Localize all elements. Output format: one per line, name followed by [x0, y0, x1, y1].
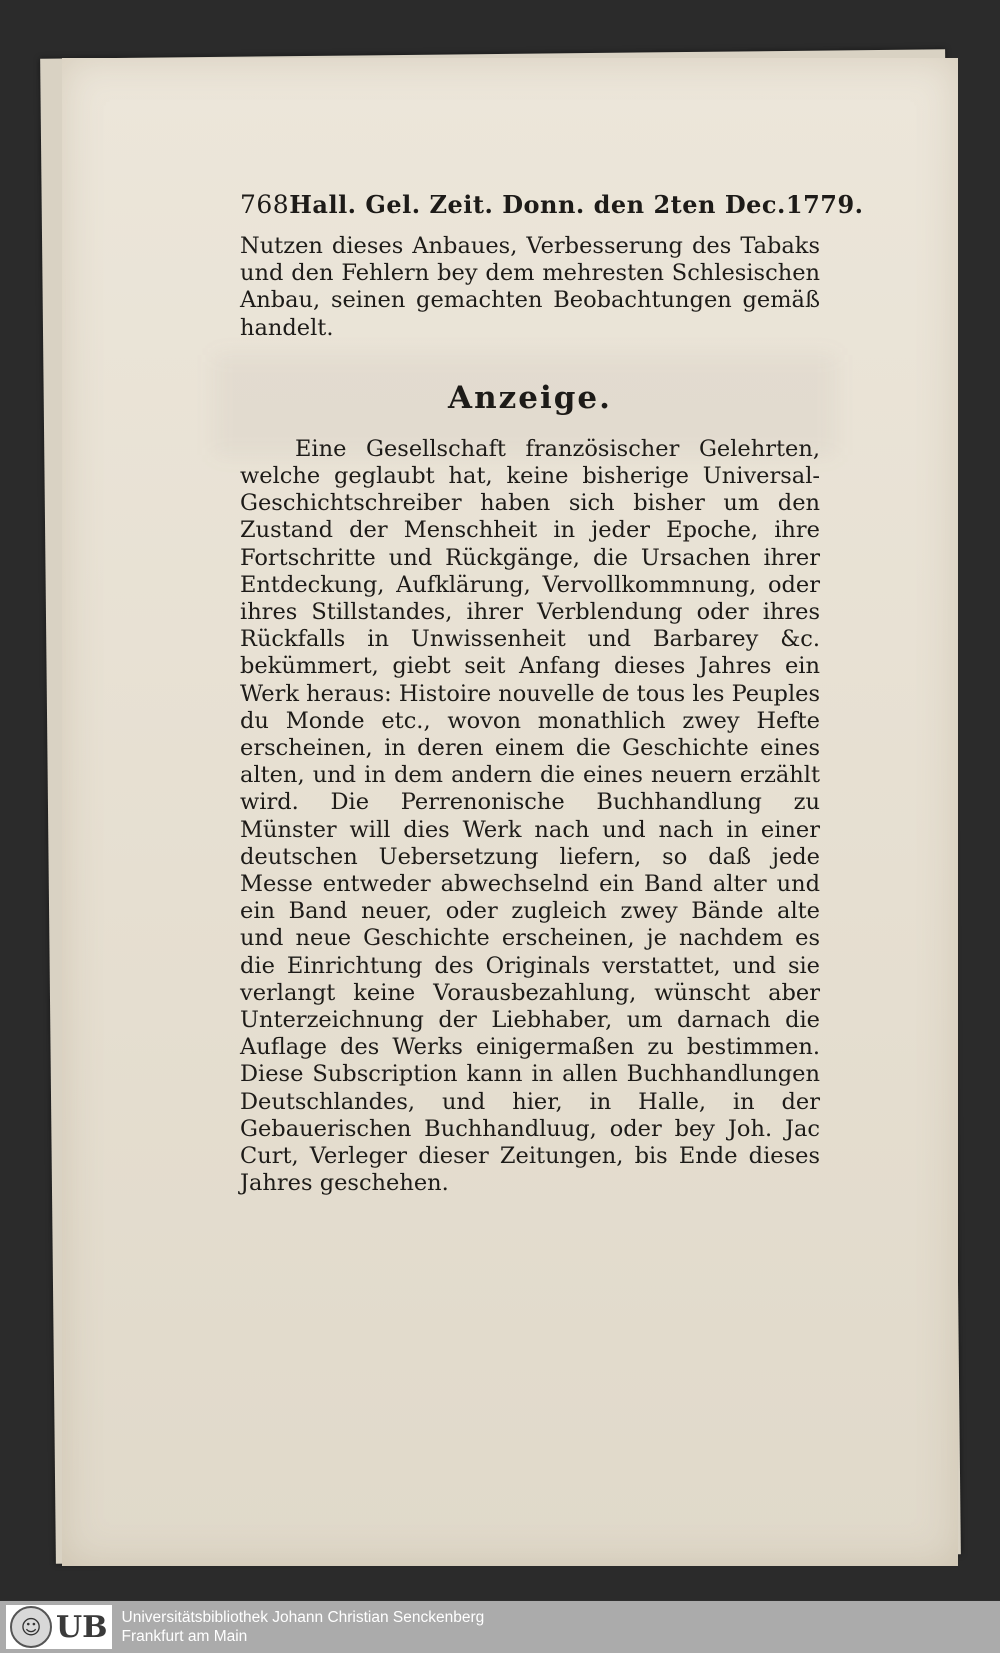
running-head: Hall. Gel. Zeit. Donn. den 2ten Dec.1779. — [289, 190, 864, 219]
institution-city: Frankfurt am Main — [121, 1628, 248, 1645]
section-heading: Anzeige. — [448, 379, 612, 416]
page-number: 768 — [240, 190, 290, 219]
page-text-block — [240, 190, 864, 1198]
footer-caption — [122, 1608, 485, 1646]
page-header — [240, 190, 864, 219]
opening-paragraph: Nutzen dieses Anbaues, Verbesserung des Tabaks und den Fehlern bey dem mehresten Schlesischen Anbau, seinen gemachten Beobachtungen gemäß handelt. — [240, 233, 820, 341]
announcement-paragraph: Eine Gesellschaft französischer Gelehrten, welche geglaubt hat, keine bisherige Universal-Geschichtschreiber haben sich bisher um den Zustand der Menschheit in jeder Epoche, ihre Fortschritte und Rückgänge, die Ursachen ihrer Entdeckung, Aufklärung, Vervollkommnung, oder ihres Stillstandes, ihrer Verblendung oder ihres Rückfalls in Unwissenheit und Barbarey &c. bekümmert, giebt seit Anfang dieses Jahres ein Werk heraus: Histoire nouvelle de tous les Peuples du Monde etc., wovon monathlich zwey Hefte erscheinen, in deren einem die Geschichte eines alten, und in dem andern die eines neuern erzählt wird. Die Perrenonische Buchhandlung zu Münster will dies Werk nach und nach in einer deutschen Uebersetzung liefern, so daß jede Messe entweder abwechselnd ein Band alter und ein Band neuer, oder zugleich zwey Bände alte und neue Geschichte erscheinen, je nachdem es die Einrichtung des Originals verstattet, und sie verlangt keine Vorausbezahlung, wünscht aber Unterzeichnung der Liebhaber, um darnach die Auflage des Werks einigermaßen zu bestimmen. Diese Subscription kann in allen Buchhandlungen Deutschlandes, und hier, in Halle, in der Gebauerischen Buchhandluug, oder bey Joh. Jac Curt, Verleger dieser Zeitungen, bis Ende dieses Jahres geschehen. — [240, 435, 820, 1197]
library-seal-icon: ☺ — [10, 1606, 52, 1648]
institution-name: Universitätsbibliothek Johann Christian Senckenberg — [121, 1609, 485, 1626]
logo-text: UB — [56, 1609, 108, 1645]
library-footer — [0, 1601, 1000, 1653]
library-logo — [6, 1605, 112, 1649]
